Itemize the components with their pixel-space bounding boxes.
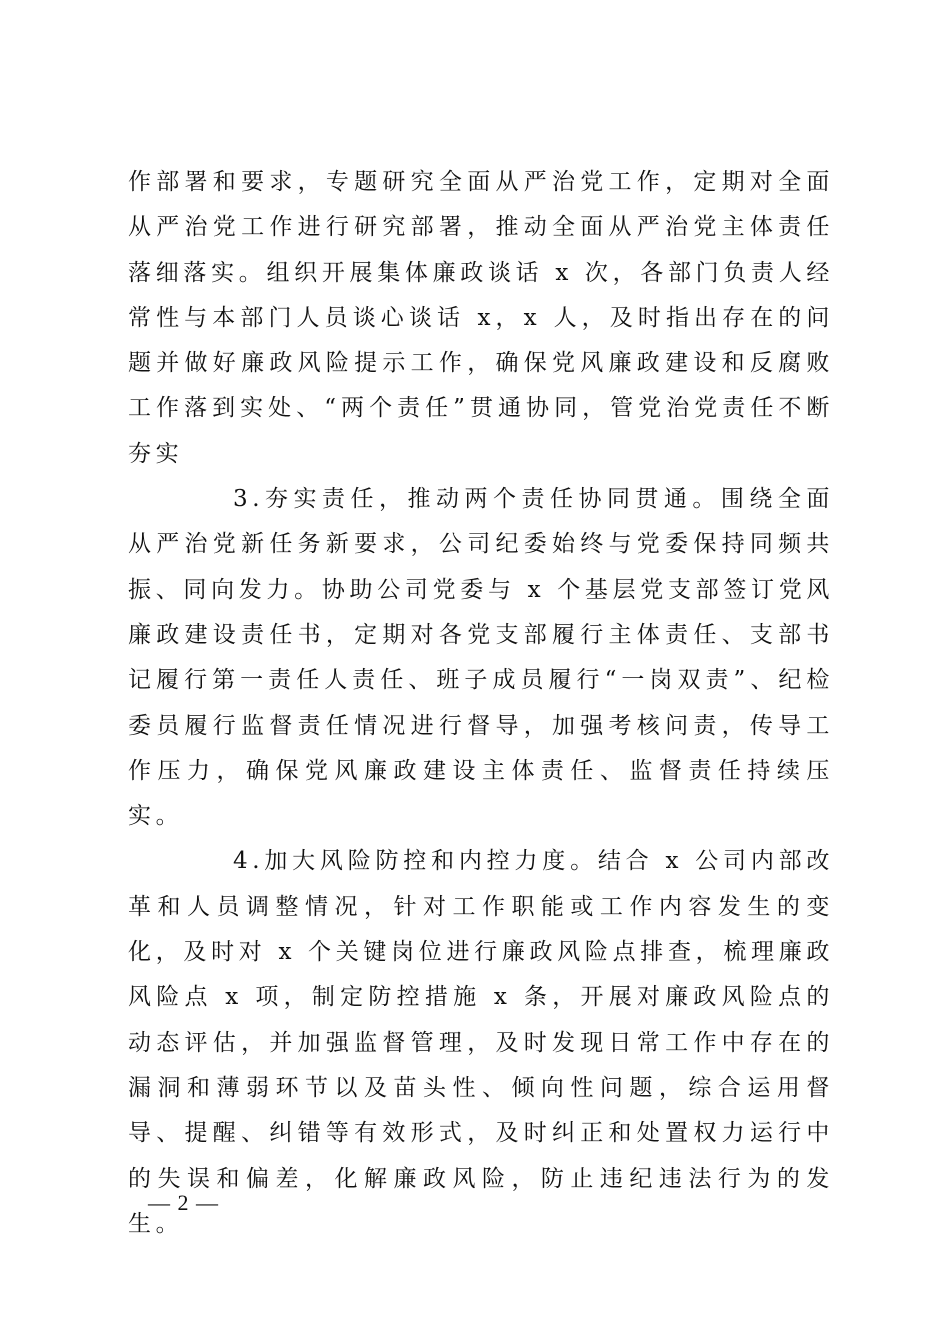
document-body	[128, 160, 834, 1247]
paragraph-continuation: 作部署和要求，专题研究全面从严治党工作，定期对全面从严治党工作进行研究部署，推动全面从严治党主体责任落细落实。组织开展集体廉政谈话 x 次，各部门负责人经常性与本部门人员谈心谈话 x，x 人，及时指出存在的问题并做好廉政风险提示工作，确保党风廉政建设和反腐败工作落到实处、“两个责任”贯通协同，管党治党责任不断夯实	[128, 169, 834, 467]
page-number: — 2 —	[148, 1190, 219, 1215]
paragraph-section-4: 4.加大风险防控和内控力度。结合 x 公司内部改革和人员调整情况，针对工作职能或工作内容发生的变化，及时对 x 个关键岗位进行廉政风险点排查，梳理廉政风险点 x 项，制定防控措施 x 条，开展对廉政风险点的动态评估，并加强监督管理，及时发现日常工作中存在的漏洞和薄弱环节以及苗头性、倾向性问题，综合运用督导、提醒、纠错等有效形式，及时纠正和处置权力运行中的失误和偏差，化解廉政风险，防止违纪违法行为的发生。	[128, 848, 834, 1237]
paragraph-section-3: 3.夯实责任，推动两个责任协同贯通。围绕全面从严治党新任务新要求，公司纪委始终与党委保持同频共振、同向发力。协助公司党委与 x 个基层党支部签订党风廉政建设责任书，定期对各党支部履行主体责任、支部书记履行第一责任人责任、班子成员履行“一岗双责”、纪检委员履行监督责任情况进行督导，加强考核问责，传导工作压力，确保党风廉政建设主体责任、监督责任持续压实。	[128, 486, 834, 830]
